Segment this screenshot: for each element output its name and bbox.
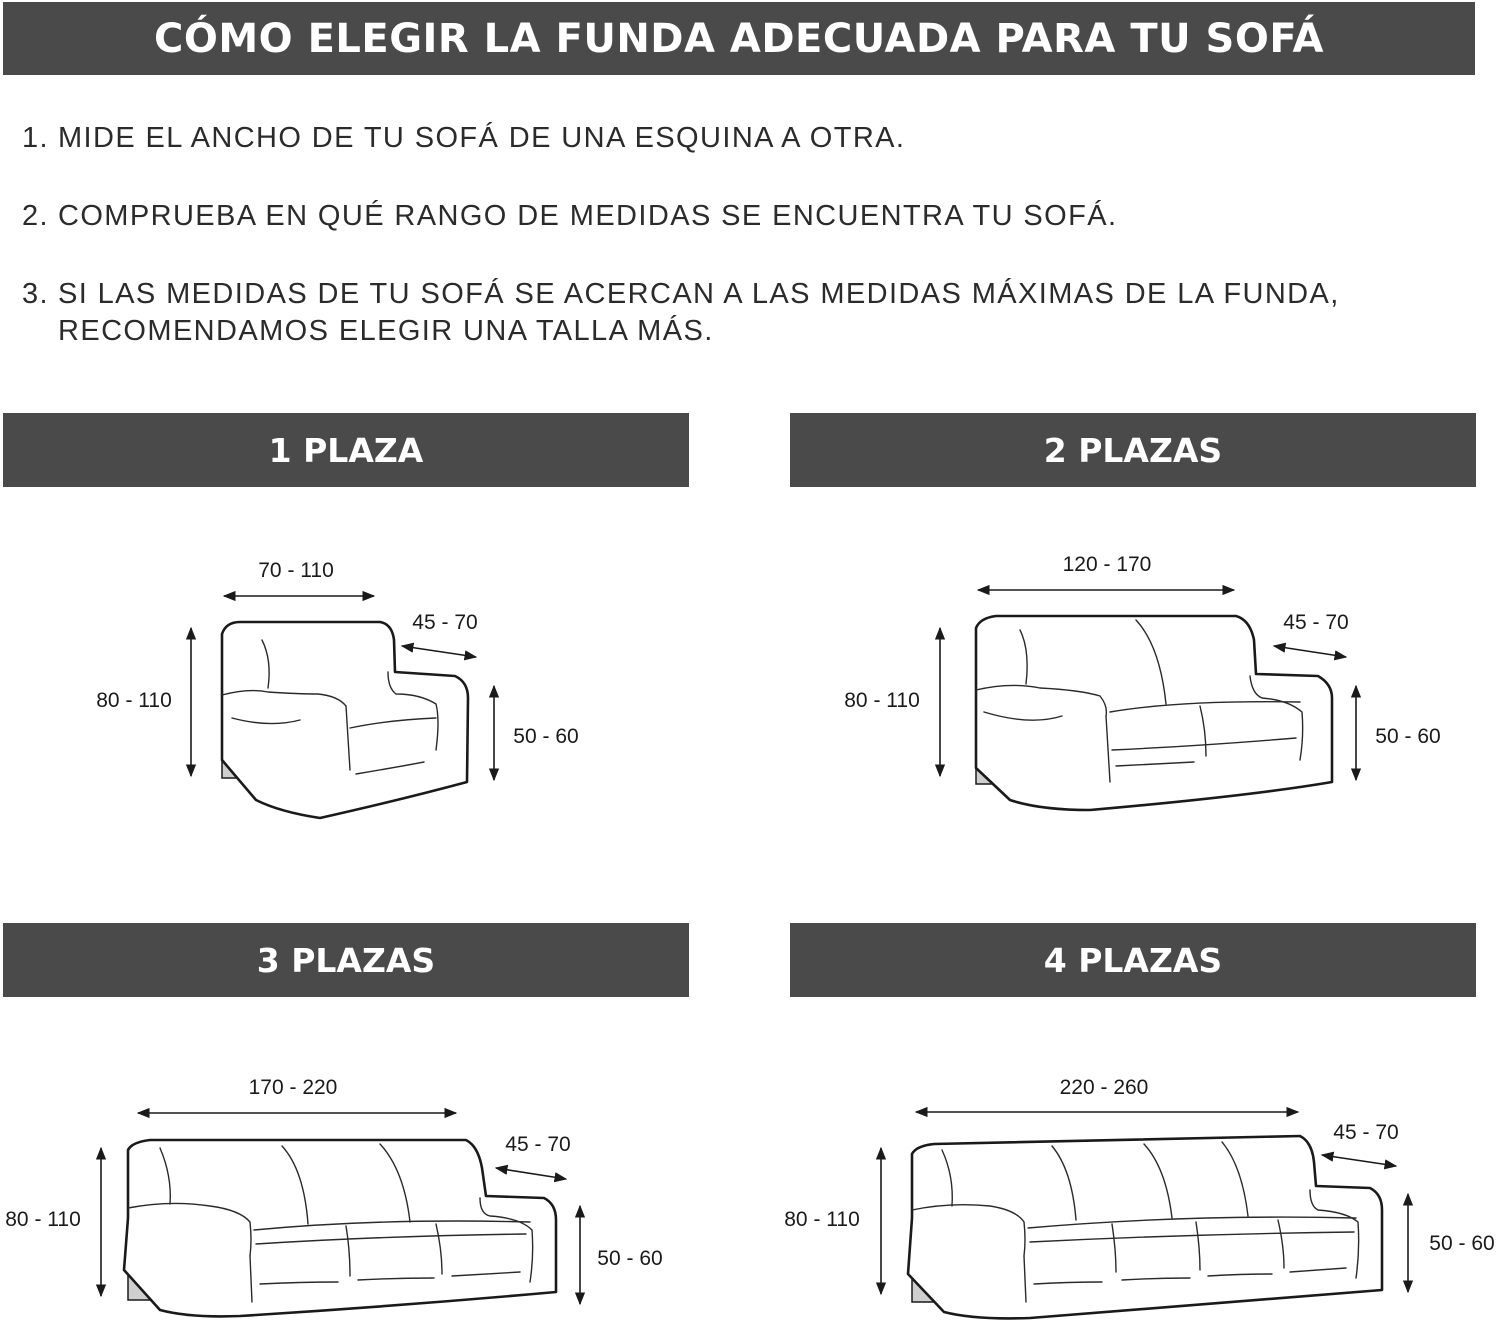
width-label: 70 - 110 [258, 559, 334, 582]
height-label: 80 - 110 [844, 689, 920, 712]
depth-label: 45 - 70 [505, 1133, 571, 1156]
width-label: 220 - 260 [1059, 1076, 1149, 1099]
seat-height-label: 50 - 60 [1375, 725, 1441, 748]
step-1-text: MIDE EL ANCHO DE TU SOFÁ DE UNA ESQUINA A OTRA. [58, 122, 906, 154]
step-3-text-line-2: RECOMENDAMOS ELEGIR UNA TALLA MÁS. [58, 315, 714, 347]
height-label: 80 - 110 [96, 689, 172, 712]
depth-label: 45 - 70 [412, 611, 478, 634]
width-label: 120 - 170 [1062, 553, 1152, 576]
seat-height-label: 50 - 60 [513, 725, 579, 748]
step-2-text: COMPRUEBA EN QUÉ RANGO DE MEDIDAS SE ENCUENTRA TU SOFÁ. [58, 200, 1118, 232]
section-bar-3-plazas: 3 PLAZAS [3, 923, 689, 997]
step-2-number: 2. [22, 200, 49, 232]
step-1-number: 1. [22, 122, 49, 154]
sofa-3-plazas-illustration [124, 1140, 556, 1316]
step-3-number: 3. [22, 278, 49, 310]
sofa-1-plaza-illustration [222, 622, 468, 818]
section-bar-1-plaza: 1 PLAZA [3, 413, 689, 487]
sofa-2-plazas-illustration [976, 616, 1332, 810]
step-3-text-line-1: SI LAS MEDIDAS DE TU SOFÁ SE ACERCAN A LAS MEDIDAS MÁXIMAS DE LA FUNDA, [58, 278, 1340, 310]
depth-label: 45 - 70 [1333, 1121, 1399, 1144]
depth-arrow [402, 646, 476, 657]
seat-height-label: 50 - 60 [597, 1247, 663, 1270]
section-bar-2-plazas: 2 PLAZAS [790, 413, 1476, 487]
page-title: CÓMO ELEGIR LA FUNDA ADECUADA PARA TU SOFÁ [3, 2, 1475, 75]
height-label: 80 - 110 [784, 1208, 860, 1231]
sofa-4-plazas-illustration [908, 1136, 1382, 1318]
depth-arrow [1322, 1155, 1396, 1166]
depth-arrow [496, 1168, 566, 1179]
height-label: 80 - 110 [5, 1208, 81, 1231]
seat-height-label: 50 - 60 [1429, 1232, 1495, 1255]
depth-arrow [1274, 646, 1346, 657]
section-bar-4-plazas: 4 PLAZAS [790, 923, 1476, 997]
depth-label: 45 - 70 [1283, 611, 1349, 634]
width-label: 170 - 220 [248, 1076, 338, 1099]
